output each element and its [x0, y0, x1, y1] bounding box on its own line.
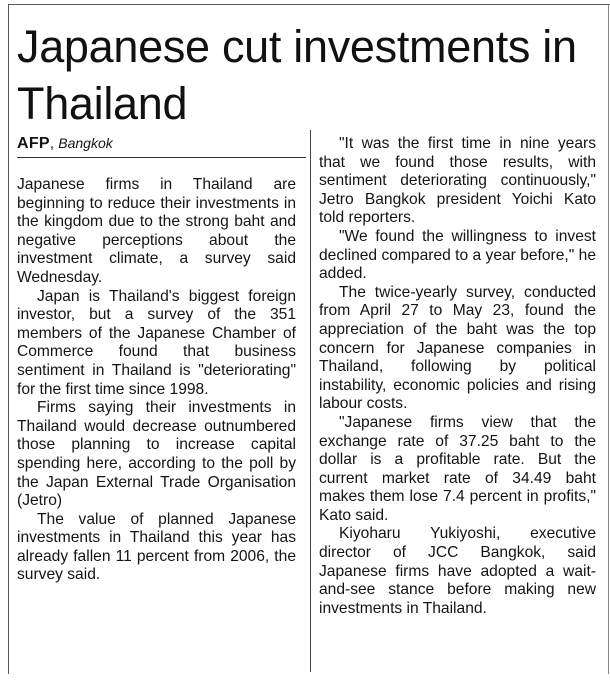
headline: Japanese cut investments in Thailand: [17, 21, 577, 129]
right-rule: [608, 4, 609, 674]
paragraph: Kiyoharu Yukiyoshi, executive director of JCC Bangkok, said Japanese firms have adopted a wait-and-see stance before making new investments in Thailand.: [319, 525, 596, 617]
top-rule: [8, 4, 610, 5]
paragraph: The value of planned Japanese investments in Thailand this year has already fallen 11 percent from 2006, the survey said.: [17, 510, 296, 584]
article-column-left: [17, 176, 296, 585]
column-divider: [310, 130, 311, 672]
byline-agency: AFP: [17, 135, 50, 152]
left-rule: [8, 4, 9, 674]
byline-separator: ,: [49, 135, 55, 152]
byline-place: Bangkok: [58, 135, 113, 151]
byline: [17, 132, 307, 155]
byline-underline: [17, 157, 306, 158]
paragraph: The twice-yearly survey, conducted from April 27 to May 23, found the appreciation of the baht was the top concern for Japanese companies in Thailand, following by political instability, economic policies and rising labour costs.: [319, 283, 596, 413]
article-column-right: [319, 135, 596, 618]
paragraph: Firms saying their investments in Thailand would decrease outnumbered those planning to increase capital spending here, according to the poll by the Japan External Trade Organisation (Jetro): [17, 399, 296, 510]
paragraph: Japan is Thailand's biggest foreign investor, but a survey of the 351 members of the Japanese Chamber of Commerce found that business sentiment in Thailand is "deteriorating" for the first time since 1998.: [17, 287, 296, 398]
paragraph: "It was the first time in nine years that we found those results, with sentiment deteriorating continuously," Jetro Bangkok president Yoichi Kato told reporters.: [319, 135, 596, 227]
paragraph: "We found the willingness to invest declined compared to a year before," he added.: [319, 227, 596, 283]
paragraph: Japanese firms in Thailand are beginning to reduce their investments in the kingdom due to the strong baht and negative perceptions about the investment climate, a survey said Wednesday.: [17, 176, 296, 286]
paragraph: "Japanese firms view that the exchange rate of 37.25 baht to the dollar is a profitable rate. But the current market rate of 34.49 baht makes them lose 7.4 percent in profits," Kato said.: [319, 413, 596, 524]
